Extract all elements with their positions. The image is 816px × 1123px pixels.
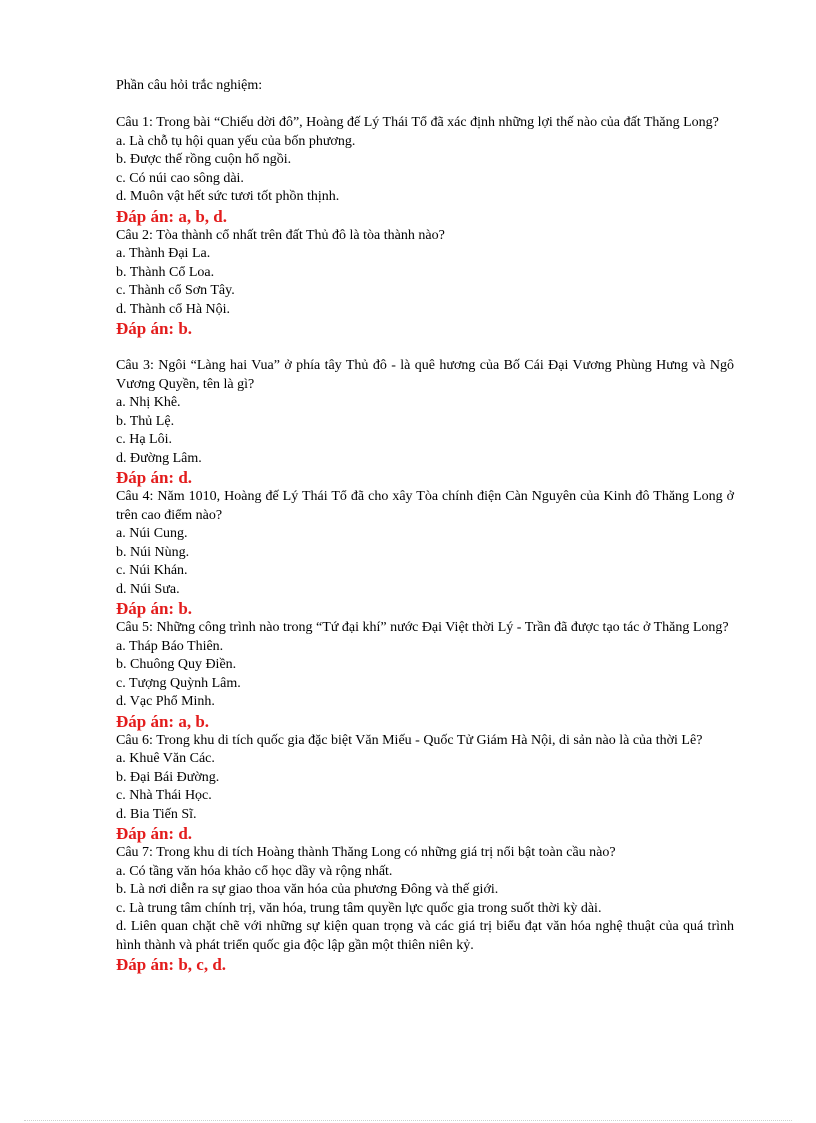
answer-key: Đáp án: d. bbox=[116, 468, 193, 487]
question-7 bbox=[116, 844, 734, 975]
option-a: a. Tháp Báo Thiên. bbox=[116, 638, 224, 654]
option-d: d. Núi Sưa. bbox=[116, 581, 180, 597]
option-a: a. Có tầng văn hóa khảo cổ học dầy và rộng nhất. bbox=[116, 863, 393, 879]
section-heading: Phần câu hỏi trắc nghiệm: bbox=[116, 78, 263, 93]
option-d: d. Vạc Phổ Minh. bbox=[116, 694, 215, 709]
question-text: Câu 5: Những công trình nào trong “Tứ đại khí” nước Đại Việt thời Lý - Trần đã được tạo tác ở Thăng Long? bbox=[116, 620, 729, 635]
option-a: a. Là chỗ tụ hội quan yếu của bốn phương. bbox=[116, 133, 356, 149]
option-b: b. Núi Nùng. bbox=[116, 544, 190, 560]
option-a: a. Khuê Văn Các. bbox=[116, 751, 215, 766]
option-c: c. Tượng Quỳnh Lâm. bbox=[116, 675, 241, 691]
question-text: Câu 1: Trong bài “Chiếu dời đô”, Hoàng đế Lý Thái Tổ đã xác định những lợi thế nào của đất Thăng Long? bbox=[116, 115, 719, 130]
document-page bbox=[116, 76, 734, 975]
option-c: c. Nhà Thái Học. bbox=[116, 788, 212, 803]
option-d: d. Liên quan chặt chẽ với những sự kiện quan trọng và các giá trị biểu đạt văn hóa nghệ thuật của quá trình hình thành và phát triển quốc gia độc lập gần một thiên niên kỷ. bbox=[116, 919, 734, 953]
blank-line bbox=[116, 339, 734, 357]
answer-key: Đáp án: b. bbox=[116, 599, 193, 618]
option-c: c. Hạ Lôi. bbox=[116, 432, 172, 447]
question-3 bbox=[116, 357, 734, 488]
answer-key: Đáp án: b. bbox=[116, 319, 193, 338]
question-text: Câu 7: Trong khu di tích Hoàng thành Thăng Long có những giá trị nổi bật toàn cầu nào? bbox=[116, 845, 616, 860]
question-text: Câu 3: Ngôi “Làng hai Vua” ở phía tây Thủ đô - là quê hương của Bố Cái Đại Vương Phùng Hưng và Ngô Vương Quyền, tên là gì? bbox=[116, 358, 734, 392]
option-b: b. Chuông Quy Điền. bbox=[116, 657, 237, 672]
option-d: d. Thành cổ Hà Nội. bbox=[116, 301, 231, 317]
option-c: c. Thành cổ Sơn Tây. bbox=[116, 283, 235, 298]
answer-key: Đáp án: a, b, d. bbox=[116, 206, 228, 226]
option-a: a. Thành Đại La. bbox=[116, 246, 211, 261]
option-b: b. Là nơi diễn ra sự giao thoa văn hóa của phương Đông và thế giới. bbox=[116, 882, 499, 897]
option-c: c. Có núi cao sông dài. bbox=[116, 170, 244, 186]
option-a: a. Nhị Khê. bbox=[116, 395, 181, 410]
option-d: d. Bia Tiến Sĩ. bbox=[116, 806, 197, 822]
question-2 bbox=[116, 227, 734, 340]
question-5 bbox=[116, 619, 734, 732]
question-text: Câu 6: Trong khu di tích quốc gia đặc biệt Văn Miếu - Quốc Tử Giám Hà Nội, di sản nào là của thời Lê? bbox=[116, 732, 703, 748]
option-b: b. Thành Cổ Loa. bbox=[116, 264, 215, 280]
option-b: b. Được thế rồng cuộn hổ ngồi. bbox=[116, 152, 292, 167]
answer-key: Đáp án: a, b. bbox=[116, 711, 210, 731]
question-1 bbox=[116, 114, 734, 227]
option-d: d. Đường Lâm. bbox=[116, 450, 202, 466]
option-b: b. Đại Bái Đường. bbox=[116, 769, 220, 785]
question-4 bbox=[116, 488, 734, 619]
answer-key: Đáp án: b, c, d. bbox=[116, 955, 227, 974]
page-bottom-divider bbox=[24, 1120, 792, 1121]
option-b: b. Thủ Lệ. bbox=[116, 413, 175, 429]
question-text: Câu 2: Tòa thành cổ nhất trên đất Thủ đô là tòa thành nào? bbox=[116, 227, 445, 243]
option-a: a. Núi Cung. bbox=[116, 526, 188, 541]
question-text: Câu 4: Năm 1010, Hoàng đế Lý Thái Tổ đã cho xây Tòa chính điện Càn Nguyên của Kinh đô Thăng Long ở trên cao điểm nào? bbox=[116, 489, 734, 523]
option-d: d. Muôn vật hết sức tươi tốt phồn thịnh. bbox=[116, 189, 340, 204]
option-c: c. Núi Khán. bbox=[116, 563, 188, 578]
answer-key: Đáp án: d. bbox=[116, 824, 193, 843]
option-c: c. Là trung tâm chính trị, văn hóa, trung tâm quyền lực quốc gia trong suốt thời kỳ dài. bbox=[116, 900, 602, 916]
question-6 bbox=[116, 732, 734, 845]
